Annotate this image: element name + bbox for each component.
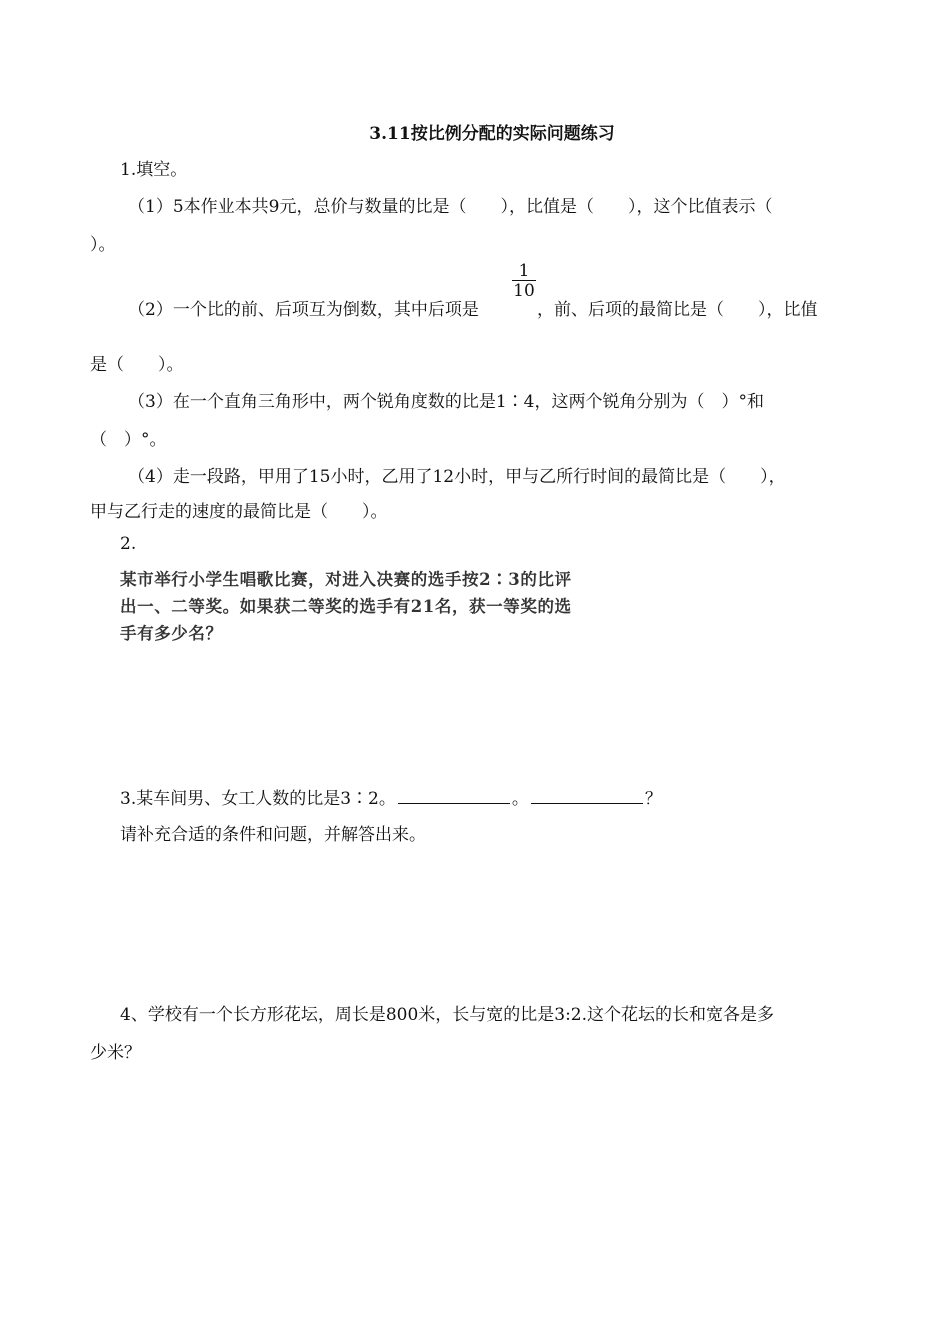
fraction-denominator: 10 — [513, 281, 535, 301]
q1-p2-line2: 是（ ）。 — [90, 355, 184, 375]
q1-p1-line2: ）。 — [90, 235, 116, 255]
q3-question-blank — [531, 802, 643, 804]
q3-question-mark: ？ — [644, 789, 662, 809]
q4-line1: 4、学校有一个长方形花坛，周长是800米，长与宽的比是3:2.这个花坛的长和宽各是多 — [120, 1005, 775, 1025]
page-title: 3.11按比例分配的实际问题练习 — [369, 124, 615, 144]
q2-image-line: 某市举行小学生唱歌比赛，对进入决赛的选手按2∶3的比评 — [120, 570, 572, 589]
q2-image-line: 手有多少名？ — [120, 624, 223, 643]
fraction-numerator: 1 — [512, 262, 536, 281]
q2-problem-image — [120, 566, 620, 647]
fraction-one-tenth — [512, 262, 536, 301]
q1-p2-line1-b: ，前、后项的最简比是（ ），比值 — [537, 300, 818, 320]
q2-image-line: 出一、二等奖。如果获二等奖的选手有21名，获一等奖的选 — [120, 597, 572, 616]
q4-line2: 少米？ — [90, 1043, 141, 1063]
q2-number: 2. — [120, 534, 137, 554]
q1-p4-line2: 甲与乙行走的速度的最简比是（ ）。 — [90, 502, 388, 522]
q1-p3-line1: （3）在一个直角三角形中，两个锐角度数的比是1∶4，这两个锐角分别为（ ）°和 — [128, 392, 764, 412]
q3-statement: 3.某车间男、女工人数的比是3∶2。 — [120, 789, 396, 809]
q1-p4-line1: （4）走一段路，甲用了15小时，乙用了12小时，甲与乙所行时间的最简比是（ ）， — [128, 467, 786, 487]
q3-condition-blank — [398, 802, 510, 804]
q1-p3-line2: （ ）°。 — [90, 430, 167, 450]
q1-p1-line1: （1）5本作业本共9元，总价与数量的比是（ ），比值是（ ），这个比值表示（ — [128, 197, 773, 217]
q3-period: 。 — [511, 789, 529, 809]
q1-p2-line1-a: （2）一个比的前、后项互为倒数，其中后项是 — [128, 300, 479, 320]
q1-heading: 1.填空。 — [120, 160, 188, 180]
q3-line1 — [120, 784, 662, 809]
q3-line2: 请补充合适的条件和问题，并解答出来。 — [120, 825, 426, 845]
